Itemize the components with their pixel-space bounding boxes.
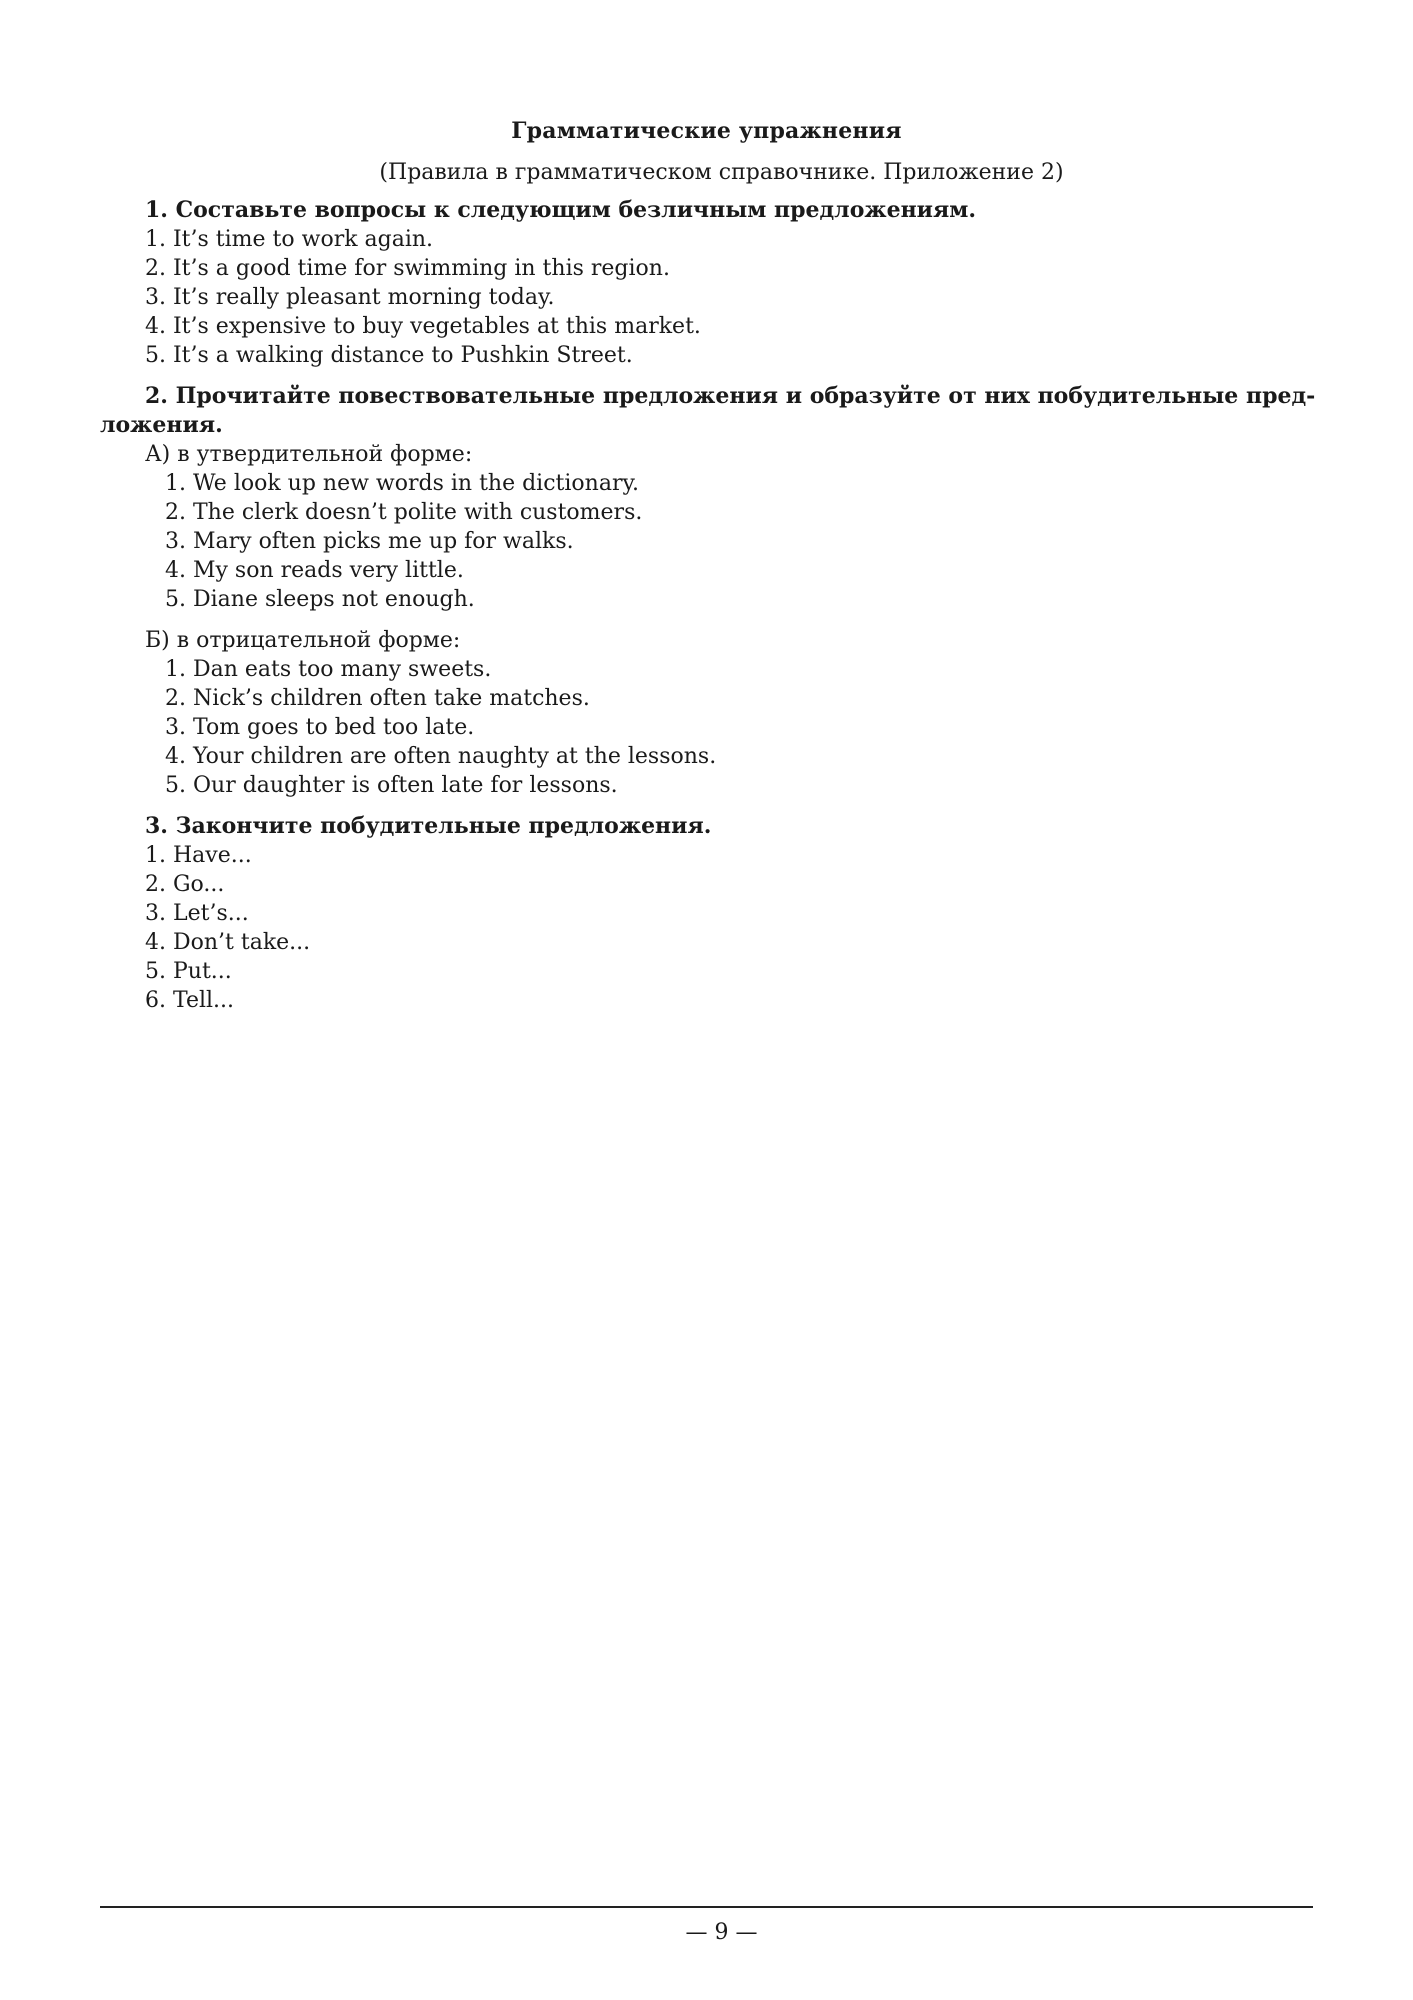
exercise-3-item: 3. Let’s... [145, 901, 249, 926]
exercise-2-part-b-item: 3. Tom goes to bed too late. [165, 715, 475, 740]
exercise-3-task: 3. Закончите побудительные предложения. [145, 813, 712, 839]
exercise-1-item: 3. It’s really pleasant morning today. [145, 285, 555, 310]
exercise-2-task: 2. Прочитайте повествовательные предложения и образуйте от них побудительные пред-ложения. [100, 383, 1316, 438]
exercise-2-part-a-label: А) в утвердительной форме: [145, 442, 473, 467]
exercise-3-item: 5. Put... [145, 959, 232, 984]
exercise-2-part-b-label: Б) в отрицательной форме: [145, 628, 461, 653]
exercise-2-part-a-item: 5. Diane sleeps not enough. [165, 587, 475, 612]
exercise-1-item: 4. It’s expensive to buy vegetables at this market. [145, 314, 701, 339]
exercise-1-item: 1. It’s time to work again. [145, 227, 434, 252]
exercise-2-part-b-item: 5. Our daughter is often late for lessons. [165, 773, 618, 798]
footer-divider [100, 1906, 1313, 1908]
exercise-3 [100, 812, 1320, 1015]
exercises [100, 196, 1320, 1027]
exercise-2-part-a-item: 4. My son reads very little. [165, 558, 464, 583]
exercise-1-item: 2. It’s a good time for swimming in this region. [145, 256, 670, 281]
exercise-3-item: 4. Don’t take... [145, 930, 311, 955]
spacer [100, 614, 1320, 626]
exercise-1 [100, 196, 1320, 370]
exercise-2-part-a-item: 2. The clerk doesn’t polite with customers. [165, 500, 643, 525]
exercise-3-item: 2. Go... [145, 872, 225, 897]
exercise-2-part-a-item: 3. Mary often picks me up for walks. [165, 529, 574, 554]
exercise-2-part-b-item: 4. Your children are often naughty at the lessons. [165, 744, 717, 769]
exercise-2-part-b-item: 2. Nick’s children often take matches. [165, 686, 590, 711]
exercise-3-item: 6. Tell... [145, 988, 235, 1013]
exercise-2 [100, 382, 1320, 800]
exercise-1-item: 5. It’s a walking distance to Pushkin Street. [145, 343, 633, 368]
section-subtitle: (Правила в грамматическом справочнике. Приложение 2) [379, 160, 1064, 185]
page-number: — 9 — [685, 1920, 758, 1945]
exercise-2-part-b-item: 1. Dan eats too many sweets. [165, 657, 492, 682]
exercise-1-task: 1. Составьте вопросы к следующим безличным предложениям. [145, 197, 977, 223]
section-title: Грамматические упражнения [511, 118, 902, 144]
exercise-3-item: 1. Have... [145, 843, 252, 868]
exercise-2-part-a-item: 1. We look up new words in the dictionary. [165, 471, 639, 496]
